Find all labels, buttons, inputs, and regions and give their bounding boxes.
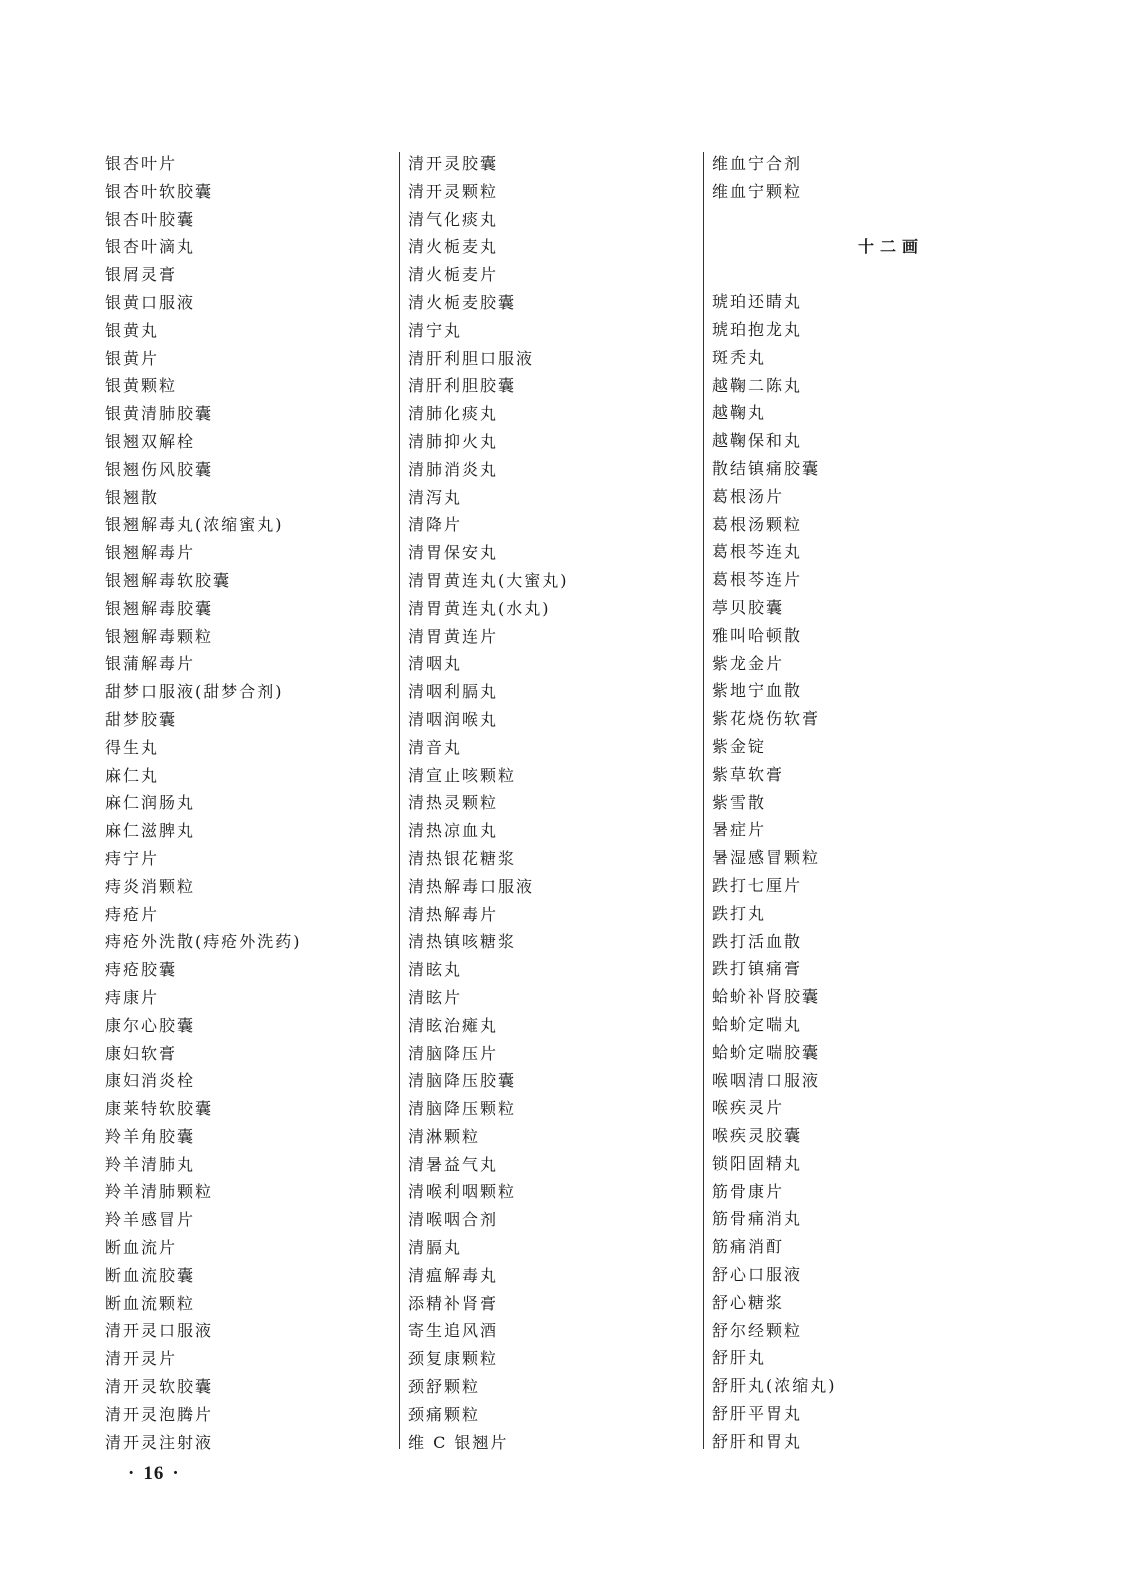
index-entry: 清宣止咳颗粒 — [408, 765, 517, 785]
index-entry: 清火栀麦片 — [408, 265, 499, 285]
index-entry: 清降片 — [408, 515, 463, 535]
index-entry: 紫金锭 — [712, 736, 767, 756]
index-entry: 紫地宁血散 — [712, 681, 803, 701]
index-entry: 清开灵注射液 — [105, 1432, 214, 1452]
page-number-dot: · — [172, 1463, 180, 1484]
index-entry: 银翘双解栓 — [105, 431, 196, 451]
index-entry: 羚羊清肺颗粒 — [105, 1182, 214, 1202]
index-entry: 维 C 银翘片 — [408, 1432, 509, 1452]
index-entry: 银杏叶滴丸 — [105, 237, 196, 257]
index-entry: 清宁丸 — [408, 320, 463, 340]
index-entry: 维血宁合剂 — [712, 154, 803, 173]
index-entry: 清热凉血丸 — [408, 821, 499, 841]
index-entry: 清眩片 — [408, 987, 463, 1007]
index-entry: 维血宁颗粒 — [712, 181, 803, 201]
index-entry: 痔疮片 — [105, 904, 160, 924]
page-number — [120, 1463, 188, 1485]
index-entry: 清肺抑火丸 — [408, 431, 499, 451]
column-divider — [703, 152, 704, 1449]
index-column-2 — [408, 150, 693, 1456]
index-entry: 清瘟解毒丸 — [408, 1265, 499, 1285]
index-entry: 葛根芩连片 — [712, 570, 803, 590]
index-entry: 银黄片 — [105, 348, 160, 368]
index-column-3 — [712, 150, 1042, 1456]
index-entry: 痔炎消颗粒 — [105, 876, 196, 896]
index-entry: 银蒲解毒片 — [105, 654, 196, 674]
index-entry: 锁阳固精丸 — [712, 1153, 803, 1173]
index-entry: 银翘解毒丸(浓缩蜜丸) — [105, 515, 284, 535]
index-entry: 葛根芩连丸 — [712, 542, 803, 562]
index-entry: 痔疮胶囊 — [105, 960, 178, 980]
index-entry: 跌打活血散 — [712, 931, 803, 951]
index-entry: 断血流胶囊 — [105, 1265, 196, 1285]
index-entry: 雅叫哈顿散 — [712, 625, 803, 645]
index-entry: 蛤蚧定喘胶囊 — [712, 1042, 821, 1062]
index-entry: 银黄颗粒 — [105, 376, 178, 396]
index-column-1 — [105, 150, 390, 1456]
index-entry: 越鞠丸 — [712, 403, 767, 423]
index-entry: 银杏叶片 — [105, 154, 178, 173]
index-entry: 葛根汤颗粒 — [712, 514, 803, 534]
index-entry: 麻仁滋脾丸 — [105, 821, 196, 841]
index-entry: 筋痛消酊 — [712, 1237, 785, 1257]
section-spacer — [712, 261, 1042, 288]
index-entry: 康妇消炎栓 — [105, 1071, 196, 1091]
index-entry: 喉咽清口服液 — [712, 1070, 821, 1090]
section-heading: 十二画 — [857, 237, 924, 257]
index-entry: 清开灵胶囊 — [408, 154, 499, 173]
index-entry: 清膈丸 — [408, 1238, 463, 1258]
index-entry: 清喉利咽颗粒 — [408, 1182, 517, 1202]
index-entry: 舒肝平胃丸 — [712, 1404, 803, 1424]
index-entry: 清眩丸 — [408, 960, 463, 980]
index-entry: 康尔心胶囊 — [105, 1015, 196, 1035]
index-entry: 喉疾灵片 — [712, 1098, 785, 1118]
index-entry: 清热镇咳糖浆 — [408, 932, 517, 952]
index-entry: 清肝利胆胶囊 — [408, 376, 517, 396]
index-entry: 银翘解毒颗粒 — [105, 626, 214, 646]
index-entry: 清气化痰丸 — [408, 209, 499, 229]
index-entry: 清热银花糖浆 — [408, 848, 517, 868]
index-entry: 清热灵颗粒 — [408, 793, 499, 813]
index-entry: 琥珀抱龙丸 — [712, 319, 803, 339]
index-entry: 清淋颗粒 — [408, 1126, 481, 1146]
index-entry: 舒心糖浆 — [712, 1292, 785, 1312]
index-entry: 清开灵软胶囊 — [105, 1377, 214, 1397]
index-entry: 筋骨康片 — [712, 1181, 785, 1201]
index-entry: 清开灵泡腾片 — [105, 1404, 214, 1424]
index-entry: 越鞠保和丸 — [712, 431, 803, 451]
index-entry: 清眩治瘫丸 — [408, 1015, 499, 1035]
index-entry: 清咽利膈丸 — [408, 682, 499, 702]
index-entry: 甜梦口服液(甜梦合剂) — [105, 682, 284, 702]
index-entry: 清热解毒口服液 — [408, 876, 535, 896]
index-entry: 喉疾灵胶囊 — [712, 1126, 803, 1146]
column-divider — [399, 152, 400, 1449]
index-entry: 葛根汤片 — [712, 486, 785, 506]
index-entry: 舒肝丸(浓缩丸) — [712, 1376, 837, 1396]
index-entry: 清开灵颗粒 — [408, 181, 499, 201]
index-entry: 暑症片 — [712, 820, 767, 840]
index-entry: 斑秃丸 — [712, 347, 767, 367]
index-entry: 清咽丸 — [408, 654, 463, 674]
index-entry: 寄生追风酒 — [408, 1321, 499, 1341]
index-entry: 清音丸 — [408, 737, 463, 757]
index-entry: 羚羊角胶囊 — [105, 1126, 196, 1146]
index-entry: 银黄清肺胶囊 — [105, 404, 214, 424]
index-entry: 舒心口服液 — [712, 1265, 803, 1285]
index-entry: 麻仁丸 — [105, 765, 160, 785]
index-entry: 越鞠二陈丸 — [712, 375, 803, 395]
index-entry: 葶贝胶囊 — [712, 597, 785, 617]
index-entry: 舒尔经颗粒 — [712, 1320, 803, 1340]
index-entry: 康莱特软胶囊 — [105, 1099, 214, 1119]
index-entry: 清热解毒片 — [408, 904, 499, 924]
index-entry: 添精补肾膏 — [408, 1293, 499, 1313]
index-entry: 清泻丸 — [408, 487, 463, 507]
index-entry: 清火栀麦胶囊 — [408, 292, 517, 312]
index-entry: 跌打镇痛膏 — [712, 959, 803, 979]
index-entry: 清肺化痰丸 — [408, 404, 499, 424]
index-entry: 银黄丸 — [105, 320, 160, 340]
index-entry: 银翘解毒片 — [105, 543, 196, 563]
index-entry: 清咽润喉丸 — [408, 709, 499, 729]
index-entry: 银杏叶软胶囊 — [105, 181, 214, 201]
page-number-value: 16 — [143, 1463, 165, 1484]
index-entry: 断血流片 — [105, 1238, 178, 1258]
index-entry: 清开灵片 — [105, 1349, 178, 1369]
index-entry: 清喉咽合剂 — [408, 1210, 499, 1230]
index-entry: 清暑益气丸 — [408, 1154, 499, 1174]
index-entry: 痔宁片 — [105, 848, 160, 868]
index-entry: 痔疮外洗散(痔疮外洗药) — [105, 932, 302, 952]
index-entry: 紫龙金片 — [712, 653, 785, 673]
index-entry: 康妇软膏 — [105, 1043, 178, 1063]
index-entry: 清脑降压胶囊 — [408, 1071, 517, 1091]
index-entry: 暑湿感冒颗粒 — [712, 848, 821, 868]
index-entry: 银黄口服液 — [105, 292, 196, 312]
index-entry: 银翘解毒胶囊 — [105, 598, 214, 618]
index-entry: 银屑灵膏 — [105, 265, 178, 285]
index-entry: 清胃黄连丸(大蜜丸) — [408, 570, 569, 590]
section-spacer — [712, 206, 1042, 234]
index-entry: 紫草软膏 — [712, 764, 785, 784]
index-entry: 紫花烧伤软膏 — [712, 709, 821, 729]
index-entry: 清肺消炎丸 — [408, 459, 499, 479]
index-entry: 银翘散 — [105, 487, 160, 507]
index-entry: 颈复康颗粒 — [408, 1349, 499, 1369]
index-entry: 痔康片 — [105, 987, 160, 1007]
index-entry: 清脑降压片 — [408, 1043, 499, 1063]
index-entry: 跌打七厘片 — [712, 875, 803, 895]
index-entry: 清肝利胆口服液 — [408, 348, 535, 368]
index-entry: 清胃保安丸 — [408, 543, 499, 563]
index-entry: 甜梦胶囊 — [105, 709, 178, 729]
index-entry: 蛤蚧补肾胶囊 — [712, 987, 821, 1007]
index-entry: 银翘伤风胶囊 — [105, 459, 214, 479]
index-entry: 清脑降压颗粒 — [408, 1099, 517, 1119]
index-entry: 断血流颗粒 — [105, 1293, 196, 1313]
index-entry: 舒肝丸 — [712, 1348, 767, 1368]
index-entry: 散结镇痛胶囊 — [712, 458, 821, 478]
index-entry: 蛤蚧定喘丸 — [712, 1014, 803, 1034]
index-entry: 麻仁润肠丸 — [105, 793, 196, 813]
index-entry: 银杏叶胶囊 — [105, 209, 196, 229]
index-entry: 颈痛颗粒 — [408, 1404, 481, 1424]
page-number-dot: · — [128, 1463, 136, 1484]
index-entry: 琥珀还睛丸 — [712, 292, 803, 312]
index-entry: 筋骨痛消丸 — [712, 1209, 803, 1229]
index-entry: 清开灵口服液 — [105, 1321, 214, 1341]
index-entry: 银翘解毒软胶囊 — [105, 570, 232, 590]
index-entry: 舒肝和胃丸 — [712, 1431, 803, 1451]
index-entry: 羚羊感冒片 — [105, 1210, 196, 1230]
index-entry: 跌打丸 — [712, 903, 767, 923]
index-entry: 清火栀麦丸 — [408, 237, 499, 257]
index-entry: 清胃黄连丸(水丸) — [408, 598, 551, 618]
index-entry: 得生丸 — [105, 737, 160, 757]
index-entry: 清胃黄连片 — [408, 626, 499, 646]
index-entry: 羚羊清肺丸 — [105, 1154, 196, 1174]
index-entry: 颈舒颗粒 — [408, 1377, 481, 1397]
index-entry: 紫雪散 — [712, 792, 767, 812]
